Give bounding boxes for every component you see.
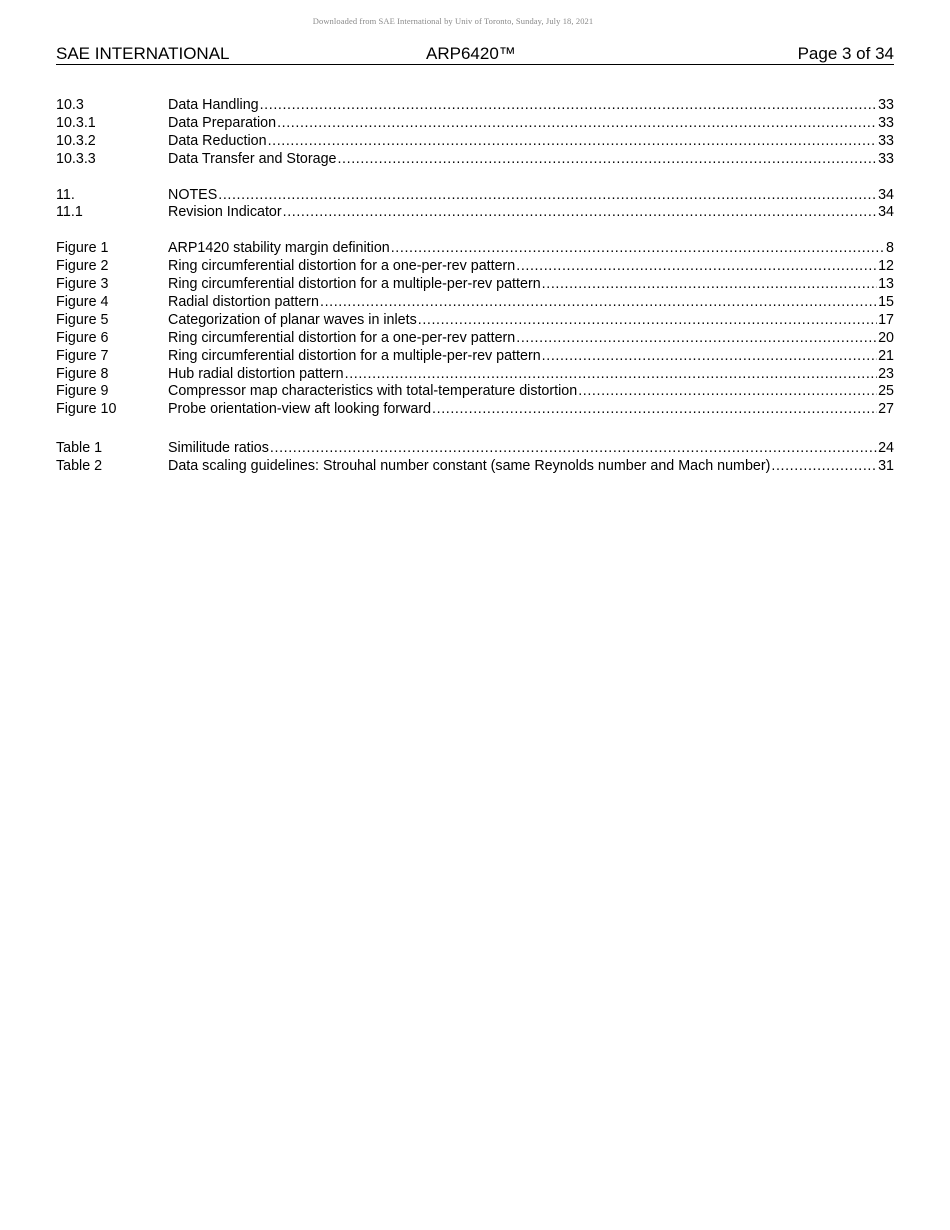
toc-entry-page: 15 <box>878 294 894 311</box>
toc-entry-page: 31 <box>878 458 894 475</box>
toc-entry-page: 8 <box>886 240 894 257</box>
toc-figures-list <box>56 240 894 419</box>
toc-entry-number: Figure 10 <box>56 401 117 418</box>
toc-entry-title: Compressor map characteristics with total-temperature distortion <box>168 383 578 400</box>
toc-entry-title: Radial distortion pattern <box>168 294 319 311</box>
toc-entry-title: Data Transfer and Storage <box>168 150 337 167</box>
toc-entry-title: Categorization of planar waves in inlets <box>168 311 417 328</box>
toc-entry-page: 34 <box>878 204 894 221</box>
toc-entry-title: Ring circumferential distortion for a one-per-rev pattern <box>168 258 516 275</box>
toc-dot-leader <box>277 115 877 133</box>
toc-entry-number: Figure 3 <box>56 276 109 293</box>
toc-dot-leader <box>771 458 877 476</box>
toc-entry-page: 27 <box>878 401 894 418</box>
toc-entry-number: 11. <box>56 186 75 203</box>
toc-entry-number: Table 1 <box>56 440 103 457</box>
toc-entry-page: 33 <box>878 114 894 131</box>
toc-entry[interactable] <box>56 401 894 419</box>
toc-entry[interactable] <box>56 458 894 476</box>
toc-dot-leader <box>283 204 877 222</box>
toc-entry[interactable] <box>56 312 894 330</box>
toc-entry[interactable] <box>56 348 894 366</box>
toc-entry[interactable] <box>56 151 894 169</box>
toc-sections <box>56 97 894 169</box>
toc-entry-page: 25 <box>878 383 894 400</box>
page-header <box>56 44 894 65</box>
toc-entry-title: Hub radial distortion pattern <box>168 365 344 382</box>
toc-dot-leader <box>270 440 877 458</box>
toc-entry-page: 23 <box>878 365 894 382</box>
toc-entry[interactable] <box>56 97 894 115</box>
header-doc-id: ARP6420™ <box>426 44 516 63</box>
toc-entry-title: Ring circumferential distortion for a multiple-per-rev pattern <box>168 347 541 364</box>
toc-dot-leader <box>345 366 877 384</box>
toc-entry-number: Figure 7 <box>56 347 109 364</box>
toc-dot-leader <box>320 294 877 312</box>
toc-entry-page: 17 <box>878 311 894 328</box>
toc-entry[interactable] <box>56 187 894 205</box>
toc-entry-page: 33 <box>878 97 894 113</box>
toc-entry[interactable] <box>56 240 894 258</box>
toc-entry-title: Data scaling guidelines: Strouhal number constant (same Reynolds number and Mach number) <box>168 458 771 475</box>
toc-entry-number: Figure 5 <box>56 311 109 328</box>
toc-entry-page: 33 <box>878 150 894 167</box>
toc-dot-leader <box>542 348 877 366</box>
toc-dot-leader <box>218 187 877 205</box>
table-of-contents <box>56 97 894 476</box>
toc-dot-leader <box>268 133 878 151</box>
toc-dot-leader <box>432 401 877 419</box>
toc-entry[interactable] <box>56 258 894 276</box>
toc-entry-page: 34 <box>878 186 894 203</box>
toc-entry[interactable] <box>56 440 894 458</box>
toc-entry-number: 10.3.2 <box>56 132 96 149</box>
toc-entry[interactable] <box>56 294 894 312</box>
toc-tables-list <box>56 440 894 476</box>
toc-entry-title: Probe orientation-view aft looking forward <box>168 401 432 418</box>
toc-entry[interactable] <box>56 115 894 133</box>
toc-entry-number: Figure 6 <box>56 329 109 346</box>
toc-entry-title: Data Reduction <box>168 132 267 149</box>
toc-entry-title: Data Handling <box>168 97 259 113</box>
toc-entry-number: 11.1 <box>56 204 83 221</box>
toc-dot-leader <box>391 240 885 258</box>
download-watermark: Downloaded from SAE International by Univ of Toronto, Sunday, July 18, 2021 <box>312 16 594 26</box>
toc-entry-title: Ring circumferential distortion for a multiple-per-rev pattern <box>168 276 541 293</box>
toc-entry-number: Figure 1 <box>56 240 109 257</box>
toc-entry-page: 33 <box>878 132 894 149</box>
toc-entry-page: 21 <box>878 347 894 364</box>
header-page-number: Page 3 of 34 <box>797 44 894 63</box>
toc-entry[interactable] <box>56 276 894 294</box>
toc-entry-number: 10.3.3 <box>56 150 96 167</box>
toc-entry-title: Revision Indicator <box>168 204 282 221</box>
toc-entry-number: Figure 9 <box>56 383 109 400</box>
toc-entry-number: Table 2 <box>56 458 103 475</box>
toc-entry[interactable] <box>56 133 894 151</box>
toc-entry[interactable] <box>56 204 894 222</box>
toc-entry-page: 20 <box>878 329 894 346</box>
toc-entry-page: 12 <box>878 258 894 275</box>
toc-dot-leader <box>337 151 877 169</box>
toc-dot-leader <box>578 383 877 401</box>
toc-entry[interactable] <box>56 330 894 348</box>
toc-entry-number: 10.3 <box>56 97 84 113</box>
toc-dot-leader <box>542 276 877 294</box>
header-org: SAE INTERNATIONAL <box>56 44 230 63</box>
toc-entry-number: Figure 4 <box>56 294 109 311</box>
toc-notes <box>56 187 894 223</box>
toc-dot-leader <box>516 330 877 348</box>
toc-entry-title: Similitude ratios <box>168 440 269 457</box>
toc-dot-leader <box>516 258 877 276</box>
toc-entry-number: 10.3.1 <box>56 114 96 131</box>
toc-entry-number: Figure 8 <box>56 365 109 382</box>
toc-entry-page: 13 <box>878 276 894 293</box>
toc-entry-number: Figure 2 <box>56 258 109 275</box>
toc-entry-title: Ring circumferential distortion for a one-per-rev pattern <box>168 329 516 346</box>
toc-dot-leader <box>260 97 877 115</box>
toc-entry[interactable] <box>56 383 894 401</box>
toc-entry-title: NOTES <box>168 186 218 203</box>
toc-entry[interactable] <box>56 366 894 384</box>
toc-entry-title: ARP1420 stability margin definition <box>168 240 390 257</box>
toc-entry-page: 24 <box>878 440 894 457</box>
toc-dot-leader <box>418 312 877 330</box>
toc-entry-title: Data Preparation <box>168 114 277 131</box>
